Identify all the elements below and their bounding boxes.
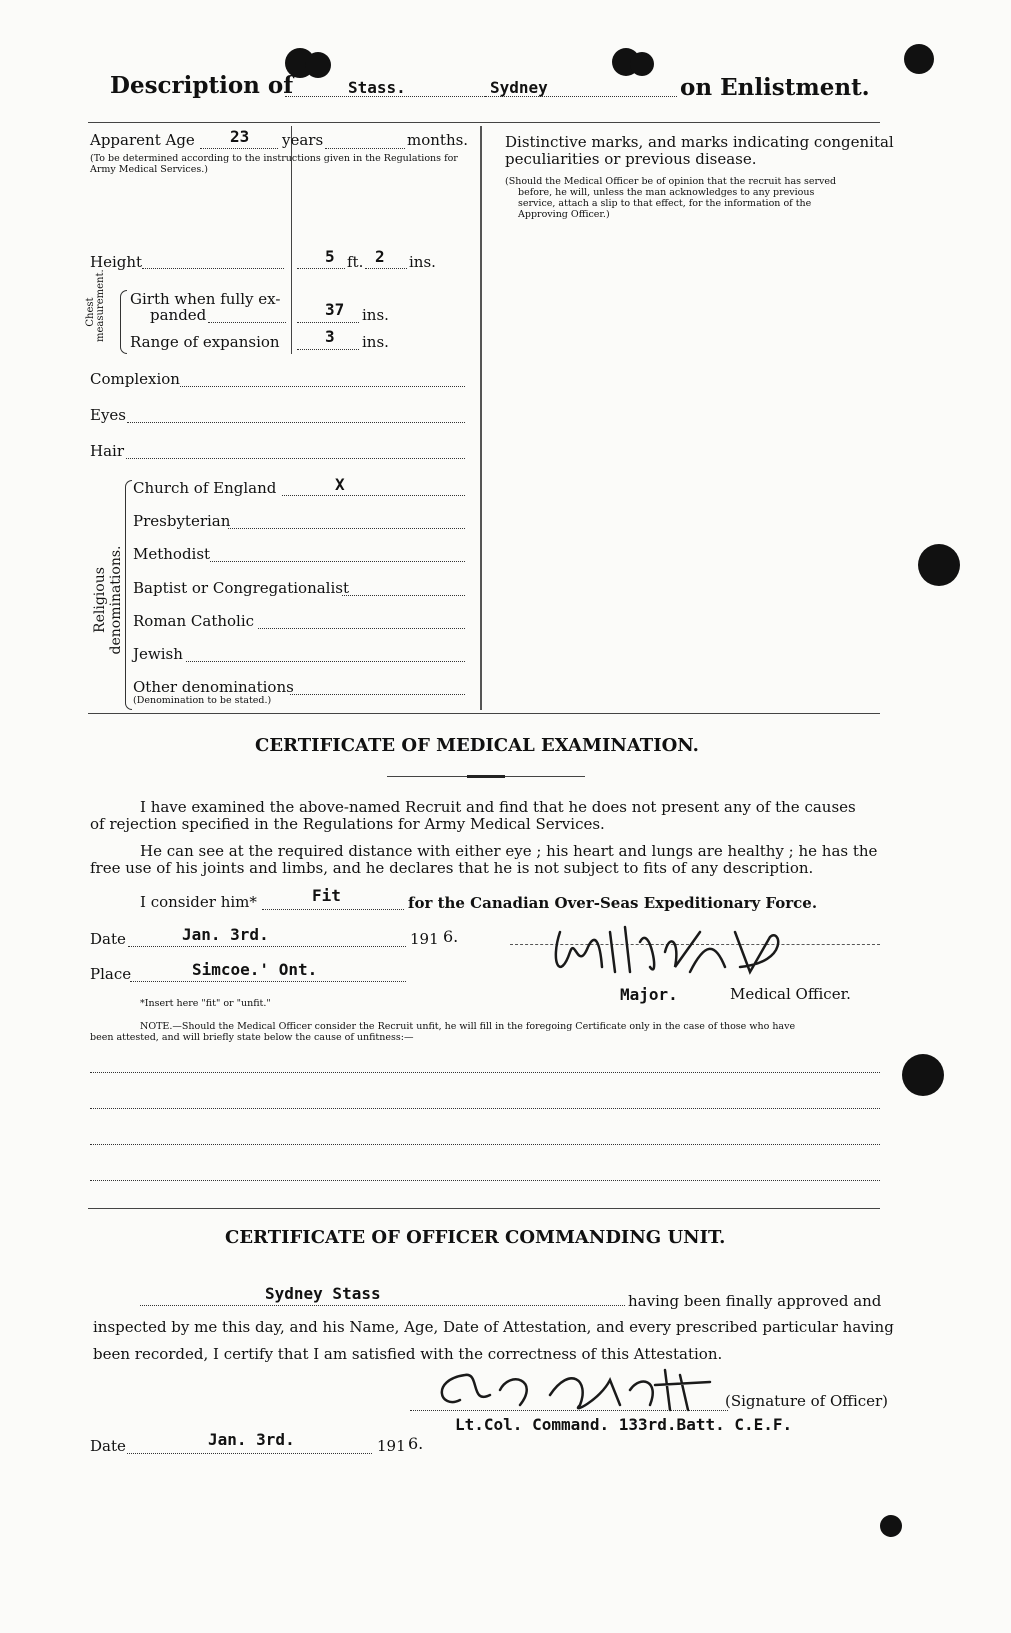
top-rule xyxy=(88,122,880,123)
marks-title-2: peculiarities or previous disease. xyxy=(505,150,757,168)
commanding-year-value: 6. xyxy=(408,1434,424,1453)
marks-note-4: Approving Officer.) xyxy=(518,209,610,220)
title-rule-thick xyxy=(467,775,505,778)
punch-hole xyxy=(880,1515,902,1537)
hair-line xyxy=(126,458,465,459)
medical-para2-2: free use of his joints and limbs, and he declares that he is not subject to fits of any description. xyxy=(90,859,814,877)
fit-line xyxy=(262,909,404,910)
religion-side-label-1: Religious xyxy=(92,567,108,633)
religion-item-other: Other denominations xyxy=(133,678,294,696)
height-ft-line xyxy=(297,268,345,269)
range-ins-label: ins. xyxy=(362,333,389,351)
header-prefix: Description of xyxy=(110,72,294,99)
religion-line xyxy=(228,528,465,529)
approved-label: having been finally approved and xyxy=(628,1292,882,1310)
religion-item-baptist: Baptist or Congregationalist xyxy=(133,579,349,597)
place-label: Place xyxy=(90,965,132,983)
surname-value: Stass. xyxy=(348,78,406,97)
commanding-year-prefix: 191 xyxy=(377,1437,406,1455)
given-name-value: Sydney xyxy=(490,78,548,97)
ft-label: ft. xyxy=(347,253,364,271)
range-label: Range of expansion xyxy=(130,333,280,351)
height-ins-label: ins. xyxy=(409,253,436,271)
religion-line xyxy=(186,661,465,662)
signature-label: (Signature of Officer) xyxy=(725,1392,889,1410)
range-line xyxy=(297,349,359,350)
commanding-date-line xyxy=(127,1453,372,1454)
punch-hole xyxy=(904,44,934,74)
commanding-para-1: inspected by me this day, and his Name, Age, Date of Attestation, and every prescribed particular having xyxy=(93,1318,894,1336)
section-rule xyxy=(88,1208,880,1209)
medical-para2-1: He can see at the required distance with either eye ; his heart and lungs are healthy ; he has the xyxy=(140,842,878,860)
medical-date-label: Date xyxy=(90,930,126,948)
medical-year-value: 6. xyxy=(443,927,459,946)
recruit-name-line xyxy=(140,1305,625,1306)
insert-note: *Insert here "fit" or "unfit." xyxy=(140,998,271,1009)
religion-item-jewish: Jewish xyxy=(133,645,183,663)
religion-line xyxy=(342,595,465,596)
medical-note-2: been attested, and will briefly state below the cause of unfitness:— xyxy=(90,1032,414,1043)
chest-label xyxy=(85,269,106,342)
medical-date-value: Jan. 3rd. xyxy=(182,925,269,944)
unfitness-line xyxy=(90,1072,880,1073)
months-line xyxy=(325,148,405,149)
medical-officer-label: Medical Officer. xyxy=(730,985,851,1003)
consider-label: I consider him* xyxy=(140,893,257,911)
height-label: Height xyxy=(90,253,143,271)
girth-label-1: Girth when fully ex- xyxy=(130,290,281,308)
medical-para1-1: I have examined the above-named Recruit and find that he does not present any of the causes xyxy=(140,798,856,816)
place-line xyxy=(130,981,406,982)
years-label: years xyxy=(282,131,324,149)
medical-year-prefix: 191 xyxy=(410,930,439,948)
complexion-label: Complexion xyxy=(90,370,180,388)
medical-title: CERTIFICATE OF MEDICAL EXAMINATION. xyxy=(255,735,699,756)
chest-brace xyxy=(120,290,127,354)
marks-note-1: (Should the Medical Officer be of opinion that the recruit has served xyxy=(505,176,837,187)
ink-blot xyxy=(305,52,331,78)
age-value: 23 xyxy=(230,127,250,146)
age-note-text: (To be determined according to the instructions given in the Regulations for Army Medical Services.) xyxy=(90,153,458,175)
religion-other-note: (Denomination to be stated.) xyxy=(133,695,272,706)
religion-item-presbyterian: Presbyterian xyxy=(133,512,231,530)
eyes-label: Eyes xyxy=(90,406,126,424)
place-value: Simcoe.' Ont. xyxy=(192,960,318,979)
marks-note-2: before, he will, unless the man acknowledges to any previous xyxy=(518,187,815,198)
religion-line xyxy=(210,561,465,562)
religion-item-methodist: Methodist xyxy=(133,545,211,563)
commanding-title: CERTIFICATE OF OFFICER COMMANDING UNIT. xyxy=(225,1227,726,1248)
range-value: 3 xyxy=(325,327,335,346)
religion-line xyxy=(258,628,465,629)
commanding-date-label: Date xyxy=(90,1437,126,1455)
religion-line xyxy=(290,694,465,695)
unfitness-line xyxy=(90,1180,880,1181)
height-ft-value: 5 xyxy=(325,247,335,266)
religion-item-roman-catholic: Roman Catholic xyxy=(133,612,255,630)
girth-dots xyxy=(208,322,286,323)
recruit-name-value: Sydney Stass xyxy=(265,1284,381,1303)
fit-value: Fit xyxy=(312,886,341,905)
commanding-date-value: Jan. 3rd. xyxy=(208,1430,295,1449)
age-label: Apparent Age xyxy=(90,131,195,149)
months-label: months. xyxy=(407,131,469,149)
height-in-value: 2 xyxy=(375,247,385,266)
religion-line xyxy=(282,495,465,496)
column-divider xyxy=(480,126,482,710)
marks-title-1: Distinctive marks, and marks indicating congenital xyxy=(505,133,894,151)
religion-side-label xyxy=(92,540,124,660)
header-suffix: on Enlistment. xyxy=(680,74,870,101)
eyes-line xyxy=(127,422,465,423)
girth-value: 37 xyxy=(325,300,345,319)
force-label: for the Canadian Over-Seas Expeditionary Force. xyxy=(408,894,818,912)
complexion-line xyxy=(180,386,465,387)
medical-date-line xyxy=(128,946,406,947)
age-line xyxy=(200,148,278,149)
age-note xyxy=(90,153,470,175)
commanding-signature-line xyxy=(410,1410,728,1411)
height-dots xyxy=(142,268,284,269)
punch-hole xyxy=(918,544,960,586)
religion-item-church-of-england: Church of England xyxy=(133,479,277,497)
unfitness-line xyxy=(90,1144,880,1145)
hair-label: Hair xyxy=(90,442,124,460)
commanding-officer-signature xyxy=(420,1360,740,1420)
punch-hole xyxy=(902,1054,944,1096)
commanding-para-2: been recorded, I certify that I am satisfied with the correctness of this Attestation. xyxy=(93,1345,723,1363)
religion-brace xyxy=(125,480,132,710)
medical-officer-signature xyxy=(540,912,810,992)
height-in-line xyxy=(365,268,407,269)
mid-rule xyxy=(88,713,880,714)
chest-label-text: Chest measurement. xyxy=(85,269,106,342)
religion-mark-church-of-england: X xyxy=(335,475,345,494)
marks-note-3: service, attach a slip to that effect, for the information of the xyxy=(518,198,812,209)
officer-title: Lt.Col. Command. 133rd.Batt. C.E.F. xyxy=(455,1415,793,1434)
ink-blot xyxy=(630,52,654,76)
religion-side-label-2: denominations. xyxy=(108,545,124,655)
medical-note-1: NOTE.—Should the Medical Officer consider the Recruit unfit, he will fill in the foregoing Certificate only in the case of those who have xyxy=(140,1021,796,1032)
girth-ins-label: ins. xyxy=(362,306,389,324)
unfitness-line xyxy=(90,1108,880,1109)
girth-line xyxy=(297,322,359,323)
medical-rank: Major. xyxy=(620,985,678,1004)
medical-para1-2: of rejection specified in the Regulations for Army Medical Services. xyxy=(90,815,605,833)
girth-label-2: panded xyxy=(150,306,207,324)
